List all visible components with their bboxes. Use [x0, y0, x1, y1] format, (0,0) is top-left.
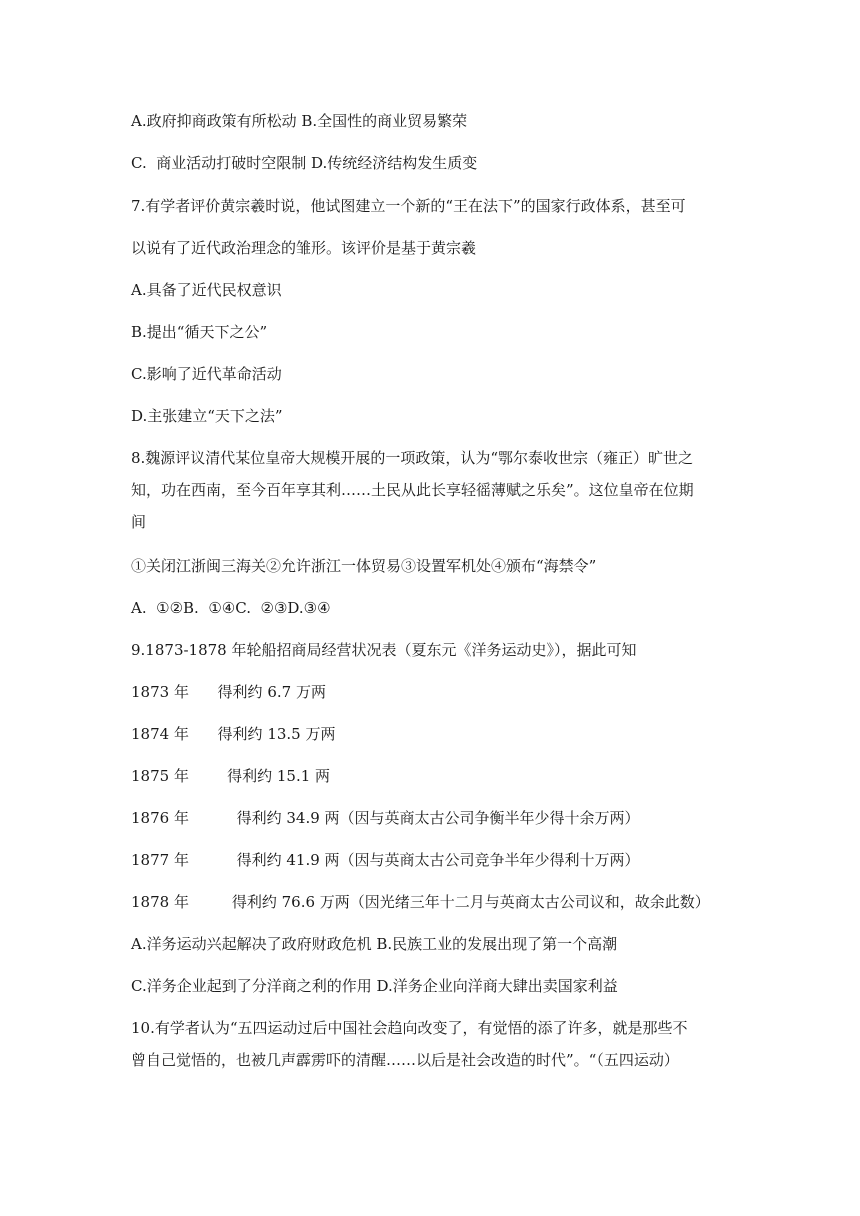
- q9-options-cd: C.洋务企业起到了分洋商之利的作用 D.洋务企业向洋商大肆出卖国家利益: [131, 977, 618, 995]
- q8-stem-line2: 知，功在西南，至今百年享其利……土民从此长享轻徭薄赋之乐矣”。这位皇帝在位期: [131, 481, 694, 499]
- q7-option-c: C.影响了近代革命活动: [131, 365, 282, 383]
- q6-options-ab: A.政府抑商政策有所松动 B.全国性的商业贸易繁荣: [131, 112, 468, 130]
- q7-stem-line2: 以说有了近代政治理念的雏形。该评价是基于黄宗羲: [131, 239, 477, 257]
- q9-table-row-1875: 1875 年 得利约 15.1 两: [131, 767, 331, 785]
- q8-stem-line1: 8.魏源评议清代某位皇帝大规模开展的一项政策，认为“鄂尔泰收世宗（雍正）旷世之: [131, 449, 693, 467]
- q7-option-b: B.提出“循天下之公”: [131, 323, 268, 341]
- q8-stem-line3: 间: [131, 513, 147, 531]
- q7-stem-line1: 7.有学者评价黄宗羲时说，他试图建立一个新的“王在法下”的国家行政体系，甚至可: [131, 197, 686, 215]
- q9-table-row-1878: 1878 年 得利约 76.6 万两（因光绪三年十二月与英商太古公司议和，故余此数）: [131, 893, 710, 911]
- q9-stem: 9.1873-1878 年轮船招商局经营状况表（夏东元《洋务运动史》），据此可知: [131, 641, 637, 659]
- q9-options-ab: A.洋务运动兴起解决了政府财政危机 B.民族工业的发展出现了第一个高潮: [131, 935, 618, 953]
- q9-table-row-1877: 1877 年 得利约 41.9 两（因与英商太古公司竞争半年少得利十万两）: [131, 851, 640, 869]
- q9-table-row-1874: 1874 年 得利约 13.5 万两: [131, 725, 336, 743]
- q9-table-row-1876: 1876 年 得利约 34.9 两（因与英商太古公司争衡半年少得十余万两）: [131, 809, 640, 827]
- q10-stem-line2: 曾自己觉悟的，也被几声霹雳吓的清醒……以后是社会改造的时代”。“（五四运动）: [131, 1051, 679, 1069]
- q10-stem-line1: 10.有学者认为“五四运动过后中国社会趋向改变了，有觉悟的添了许多，就是那些不: [131, 1019, 688, 1037]
- q9-table-row-1873: 1873 年 得利约 6.7 万两: [131, 683, 326, 701]
- q7-option-a: A.具备了近代民权意识: [131, 281, 282, 299]
- q8-statements: ①关闭江浙闽三海关②允许浙江一体贸易③设置军机处④颁布“海禁令”: [131, 557, 597, 575]
- q8-options: A. ①②B. ①④C. ②③D.③④: [131, 599, 331, 617]
- q7-option-d: D.主张建立“天下之法”: [131, 407, 283, 425]
- q6-options-cd: C. 商业活动打破时空限制 D.传统经济结构发生质变: [131, 154, 478, 172]
